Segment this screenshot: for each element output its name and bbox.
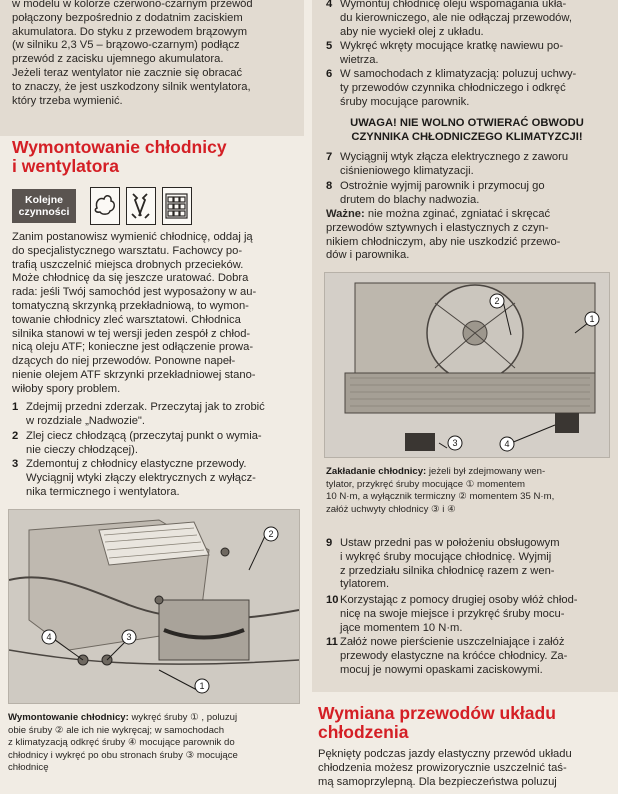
section2-paragraph: Pęknięty podczas jazdy elastyczny przewód układu chłodzenia możesz prowizorycznie uszczelnić taś- mą samoprzylepną. Dla bezpieczeństwa poluzuj (318, 748, 572, 788)
step-2: 2 Zlej ciecz chłodzącą (przeczytaj punkt o wymia- nie cieczy chłodzącej). (12, 430, 262, 456)
figure1-callout-2: 2 (268, 529, 274, 539)
step-7: 7 Wyciągnij wtyk złącza elektrycznego z zaworu ciśnieniowego klimatyzacji. (326, 151, 569, 177)
step-3: 3 Zdemontuj z chłodnicy elastyczne przewody. Wyciągnij wtyki złączy elektrycznych z wyłącz- nika termicznego i wentylatora. (12, 458, 256, 498)
figure-radiator-installation (324, 272, 610, 458)
cloth-icon (90, 187, 120, 225)
figure1-caption: Wymontowanie chłodnicy: wykręć śruby ① , poluzuj obie śruby ② ale ich nie wykręcaj; w samochodach z klimatyzacją odkręć śruby ④ mocujące parownik do chłodnicy i wykręć po obu stronach śruby ③ mocujące chłodnicę (8, 712, 238, 774)
socket-set-icon (162, 187, 192, 225)
steps-badge: Kolejne czynności (12, 189, 76, 223)
step-5: 5 Wykręć wkręty mocujące kratkę nawiewu po- wietrza. (326, 40, 564, 66)
step-6: 6 W samochodach z klimatyzacją: poluzuj uchwy- ty przewodów czynnika chłodniczego i odkręć śruby mocujące parownik. (326, 68, 577, 108)
figure1-callout-1: 1 (199, 681, 205, 691)
step-4: 4 Wymontuj chłodnicę oleju wspomagania ukła- du kierowniczego, ale nie odłączaj przewodów, aby nie wyciekł olej z układu. (326, 0, 572, 38)
important-note: Ważne: nie można zginać, zgniatać i skręcać przewodów sztywnych i elastycznych z czyn- nikiem chłodniczym, aby nie uszkodzić przewo- dów i parownika. (326, 208, 561, 262)
figure-radiator-removal (8, 509, 300, 704)
intro-paragraph: Zanim postanowisz wymienić chłodnicę, oddaj ją do specjalistycznego warsztatu. Fachowcy po- trafią uszczelnić miejsca drobnych przecieków. Może chłodnicę da się jeszcze uratować. Dobra rada: jeśli Twój samochód jest wyposażony w au- tomatyczną skrzynką przekładniową, to wymon- towanie chłodnicy zleć warsztatowi. Chłodnica silnika stanowi w tej wersji jeden zespół z chłod- nicą oleju ATF; konieczne jest odłączenie prowa- dzących do niej przewodów. Ponowne napeł- nienie olejem ATF skrzynki przekładniowej stano- wiłoby spory problem. (12, 231, 257, 395)
warning-notice: UWAGA! NIE WOLNO OTWIERAĆ OBWODU CZYNNIKA CHŁODNICZEGO KLIMATYZCJI! (350, 117, 584, 143)
figure1-callout-3: 3 (126, 632, 132, 642)
figure2-callout-2: 2 (494, 296, 500, 306)
section-heading-hose-replacement: Wymiana przewodów układu chłodzenia (318, 703, 556, 742)
step-9: 9 Ustaw przedni pas w położeniu obsługowym i wykręć śruby mocujące chłodnicę. Wyjmij z przedziału silnika chłodnicę razem z wen- tylatorem. (326, 537, 560, 591)
step-1: 1 Zdejmij przedni zderzak. Przeczytaj jak to zrobić w rozdziale „Nadwozie". (12, 401, 265, 427)
section-heading-radiator-removal: Wymontowanie chłodnicy i wentylatora (12, 137, 227, 176)
figure1-callout-4: 4 (46, 632, 52, 642)
wrench-icon (126, 187, 156, 225)
figure2-callout-1: 1 (589, 314, 595, 324)
figure2-caption: Zakładanie chłodnicy: jeżeli był zdejmowany wen- tylator, przykręć śruby mocujące ① momentem 10 N·m, a wyłącznik termiczny ② momentem 35 N·m, załóż uchwyty chłodnicy ③ i ④ (326, 466, 555, 515)
step-10: 10 Korzystając z pomocy drugiej osoby włóż chłod- nicę na swoje miejsce i przykręć śruby mocu- jące momentem 10 N·m. (326, 594, 578, 634)
left-top-paragraph: w modelu w kolorze czerwono-czarnym przewód połączony bezpośrednio z dodatnim zaciskiem akumulatora. Do styku z przewodem brązowym (w silniku 2,3 V5 – brązowo-czarnym) podłącz przewód z zacisku ujemnego akumulatora. Jeżeli teraz wentylator nie zacznie się obracać to znaczy, że jest uszkodzony silnik wentylatora, który trzeba wymienić. (12, 0, 253, 107)
figure2-callout-3: 3 (452, 438, 458, 448)
step-8: 8 Ostrożnie wyjmij parownik i przymocuj go drutem do blachy nadwozia. (326, 180, 545, 206)
step-11: 11 Załóż nowe pierścienie uszczelniające i załóż przewody elastyczne na króćce chłodnicy. Za- mocuj je nowymi opaskami zaciskowymi. (326, 636, 568, 676)
figure2-callout-4: 4 (504, 439, 510, 449)
